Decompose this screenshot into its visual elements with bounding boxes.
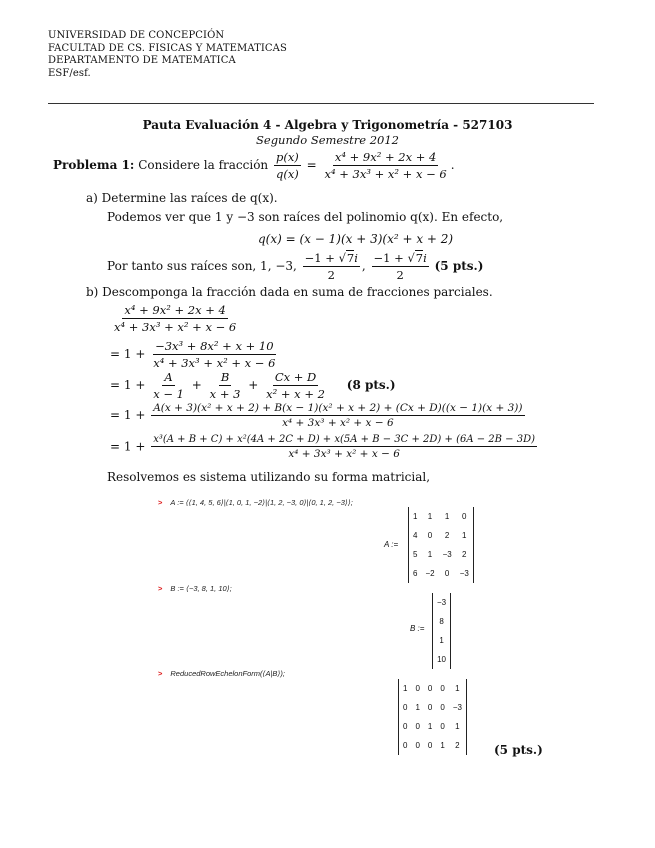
part-a-roots: Por tanto sus raíces son, 1, −3, $\frac{-1 + √7i}{2}$ , $\frac{-1 + √7i}{2}$ (5 pts.) — [107, 251, 484, 282]
matrix-b-cell: 10 — [437, 655, 447, 664]
eq3-plus-2: + — [248, 378, 259, 392]
matrix-rref-cell: 0 — [440, 703, 445, 712]
matrix-a-row — [409, 526, 473, 545]
matrix-a-cell: 0 — [427, 531, 433, 540]
part-b-eq2 — [110, 339, 279, 370]
root2-sqrt: 7 — [415, 251, 424, 265]
eq4-den: x⁴ + 3x³ + x² + x − 6 — [282, 417, 394, 429]
matrix-rref-cell: 1 — [427, 722, 433, 731]
matrix-rref-cell: 1 — [455, 722, 460, 731]
matrix-a-cell: 2 — [462, 550, 467, 559]
matrix-rref — [398, 679, 467, 755]
matrix-b-row — [433, 612, 450, 631]
problem1-intro: Considere la fracción — [138, 158, 269, 172]
matrix-rref-cell: 0 — [440, 684, 445, 693]
matrix-rref-row — [399, 736, 466, 755]
root2-num-b: i — [423, 251, 427, 265]
part-a-points: (5 pts.) — [434, 259, 484, 273]
fraction-rational-num: x⁴ + 9x² + 2x + 4 — [334, 150, 437, 164]
matrix-b-row — [433, 593, 450, 612]
matrix-rref-cell: 0 — [440, 722, 445, 731]
problem1-statement: Problema 1: Considere la fracción $\frac{p(x)}{q(x)}$ = $\frac{\text{x⁴ + 9x² + 2x + 4}}{\text{x⁴ + 3x³ + x² + x − 6}}$ . — [53, 150, 455, 181]
eq5-prefix: = 1 + — [110, 439, 146, 454]
matrix-b-cell: 8 — [439, 617, 444, 626]
eq3-b-num: B — [220, 370, 230, 384]
matrix-rref-row — [399, 717, 466, 736]
part-b-eq5 — [110, 434, 539, 460]
matrix-rref-cell: 0 — [427, 684, 433, 693]
eq3-plus-1: + — [191, 378, 202, 392]
matrix-a-row — [409, 507, 473, 526]
eq1-num: x⁴ + 9x² + 2x + 4 — [124, 303, 226, 317]
matrix-rref-cell: 0 — [415, 722, 420, 731]
header-line-department: DEPARTAMENTO DE MATEMATICA — [48, 55, 236, 66]
root1-num-b: i — [354, 251, 358, 265]
matrix-b-cell: 1 — [439, 636, 444, 645]
matrix-a-label: A := — [384, 540, 399, 549]
root-fraction-2: $\frac{-1 + √7i}{2}$ — [373, 251, 427, 282]
eq4-num: A(x + 3)(x² + x + 2) + B(x − 1)(x² + x + 2) + (Cx + D)((x − 1)(x + 3)) — [153, 402, 523, 414]
matrix-a-cell: 2 — [444, 531, 450, 540]
matrix-rref-cell: 1 — [455, 684, 460, 693]
matrix-rref-cell: 0 — [427, 703, 433, 712]
matrix-rref-cell: 0 — [415, 684, 420, 693]
problem1-period: . — [450, 158, 455, 172]
institution-header — [48, 30, 287, 80]
fraction-rational-den: x⁴ + 3x³ + x² + x − 6 — [324, 167, 447, 181]
matrix-rref-cell: 1 — [415, 703, 420, 712]
matrix-a-cell: 0 — [444, 569, 450, 578]
matrix-a-cell: 1 — [462, 531, 467, 540]
matrix-rref-cell: 0 — [427, 741, 433, 750]
matrix-a-cell: 1 — [444, 512, 450, 521]
eq5-den: x⁴ + 3x³ + x² + x − 6 — [288, 448, 400, 460]
matrix-a-cell: 1 — [427, 550, 433, 559]
matrix-a-row — [409, 564, 473, 583]
matrix-rref-table — [399, 679, 466, 755]
eq3-c-num: Cx + D — [274, 370, 317, 384]
maple-prompt-1: > — [158, 498, 163, 507]
matrix-a-cell: −2 — [425, 569, 435, 578]
matrix-a-cell: 1 — [413, 512, 418, 521]
eq3-b-den: x + 3 — [209, 387, 241, 401]
maple-command-2 — [158, 584, 232, 593]
root1-sqrt: 7 — [346, 251, 355, 265]
eq4-prefix: = 1 + — [110, 408, 146, 422]
root1-num-a: −1 + — [304, 251, 339, 265]
matrix-b-table — [433, 593, 450, 669]
root2-den: 2 — [396, 268, 404, 282]
fraction-p: p(x) — [275, 150, 299, 164]
header-line-initials: ESF/esf. — [48, 67, 91, 79]
part-b-eq3 — [110, 370, 396, 401]
part-a-factorization: q(x) = (x − 1)(x + 3)(x² + x + 2) — [258, 232, 454, 246]
root-fraction-1: $\frac{-1 + √7i}{2}$ — [304, 251, 358, 282]
header-line-university: UNIVERSIDAD DE CONCEPCIÓN — [48, 30, 225, 41]
problem1-label: Problema 1: — [53, 158, 135, 172]
maple-prompt-2: > — [158, 584, 163, 593]
eq2-num: −3x³ + 8x² + x + 10 — [155, 339, 274, 353]
part-a-line1: Podemos ver que 1 y −3 son raíces del polinomio q(x). En efecto, — [107, 210, 504, 224]
page-title: Pauta Evaluación 4 - Algebra y Trigonometría - 527103 — [142, 118, 513, 132]
maple-cmd1-text: A := ⟨⟨1, 4, 5, 6⟩|⟨1, 0, 1, −2⟩|⟨1, 2, −3, 0⟩|⟨0, 1, 2, −3⟩⟩; — [170, 498, 353, 507]
eq3-prefix: = 1 + — [110, 378, 146, 392]
matrix-rref-cell: 1 — [440, 741, 445, 750]
maple-cmd2-text: B := ⟨−3, 8, 1, 10⟩; — [170, 584, 232, 593]
matrix-a-cell: 1 — [427, 512, 433, 521]
part-a-label: a) Determine las raíces de q(x). — [86, 191, 278, 205]
eq3-c-den: x² + x + 2 — [266, 387, 325, 401]
matrix-a-row — [409, 545, 473, 564]
matrix-a-cell: 5 — [413, 550, 418, 559]
maple-cmd3-text: ReducedRowEchelonForm(⟨A|B⟩); — [170, 669, 285, 678]
matrix-rref-cell: 0 — [415, 741, 420, 750]
maple-points: (5 pts.) — [494, 743, 543, 757]
matrix-b-row — [433, 650, 450, 669]
eq2-prefix: = 1 + — [110, 347, 146, 361]
part-b-resolve-text: Resolvemos es sistema utilizando su forma matricial, — [107, 470, 431, 484]
matrix-b — [432, 593, 451, 669]
header-divider — [48, 103, 594, 104]
maple-command-1 — [158, 498, 353, 507]
matrix-a-cell: −3 — [442, 550, 452, 559]
part-b-eq1 — [110, 303, 240, 334]
matrix-rref-cell: 0 — [403, 722, 408, 731]
matrix-rref-cell: 2 — [455, 741, 460, 750]
root2-num-a: −1 + — [373, 251, 408, 265]
eq1-den: x⁴ + 3x³ + x² + x − 6 — [114, 320, 237, 334]
maple-prompt-3: > — [158, 669, 163, 678]
header-line-faculty: FACULTAD DE CS. FISICAS Y MATEMATICAS — [48, 42, 287, 54]
fraction-p-over-q — [274, 150, 301, 181]
fraction-rational — [323, 150, 449, 181]
eq5-num: x³(A + B + C) + x²(4A + 2C + D) + x(5A + B − 3C + 2D) + (6A − 2B − 3D) — [153, 434, 536, 445]
matrix-a-cell: 4 — [413, 531, 418, 540]
matrix-rref-cell: −3 — [452, 703, 462, 712]
matrix-rref-cell: 0 — [403, 703, 408, 712]
page-subtitle: Segundo Semestre 2012 — [256, 133, 399, 147]
part-b-eq4 — [110, 402, 527, 429]
matrix-rref-cell: 1 — [403, 684, 408, 693]
maple-command-3 — [158, 669, 285, 678]
matrix-a-table — [409, 507, 473, 583]
matrix-b-label: B := — [410, 624, 425, 633]
matrix-a-cell: 0 — [462, 512, 467, 521]
matrix-b-cell: −3 — [437, 598, 447, 607]
matrix-a-cell: −3 — [459, 569, 469, 578]
matrix-rref-cell: 0 — [403, 741, 408, 750]
matrix-a — [408, 507, 474, 583]
matrix-rref-row — [399, 679, 466, 698]
part-b-label: b) Descomponga la fracción dada en suma de fracciones parciales. — [86, 285, 493, 299]
matrix-b-row — [433, 631, 450, 650]
root1-den: 2 — [327, 268, 335, 282]
eq3-points: (8 pts.) — [346, 378, 396, 392]
matrix-rref-row — [399, 698, 466, 717]
eq3-a-den: x − 1 — [153, 387, 184, 401]
eq2-den: x⁴ + 3x³ + x² + x − 6 — [153, 356, 276, 370]
matrix-a-cell: 6 — [413, 569, 418, 578]
roots-prefix: Por tanto sus raíces son, 1, −3, — [107, 259, 297, 273]
fraction-q: q(x) — [275, 167, 299, 181]
eq3-a-num: A — [164, 370, 173, 384]
